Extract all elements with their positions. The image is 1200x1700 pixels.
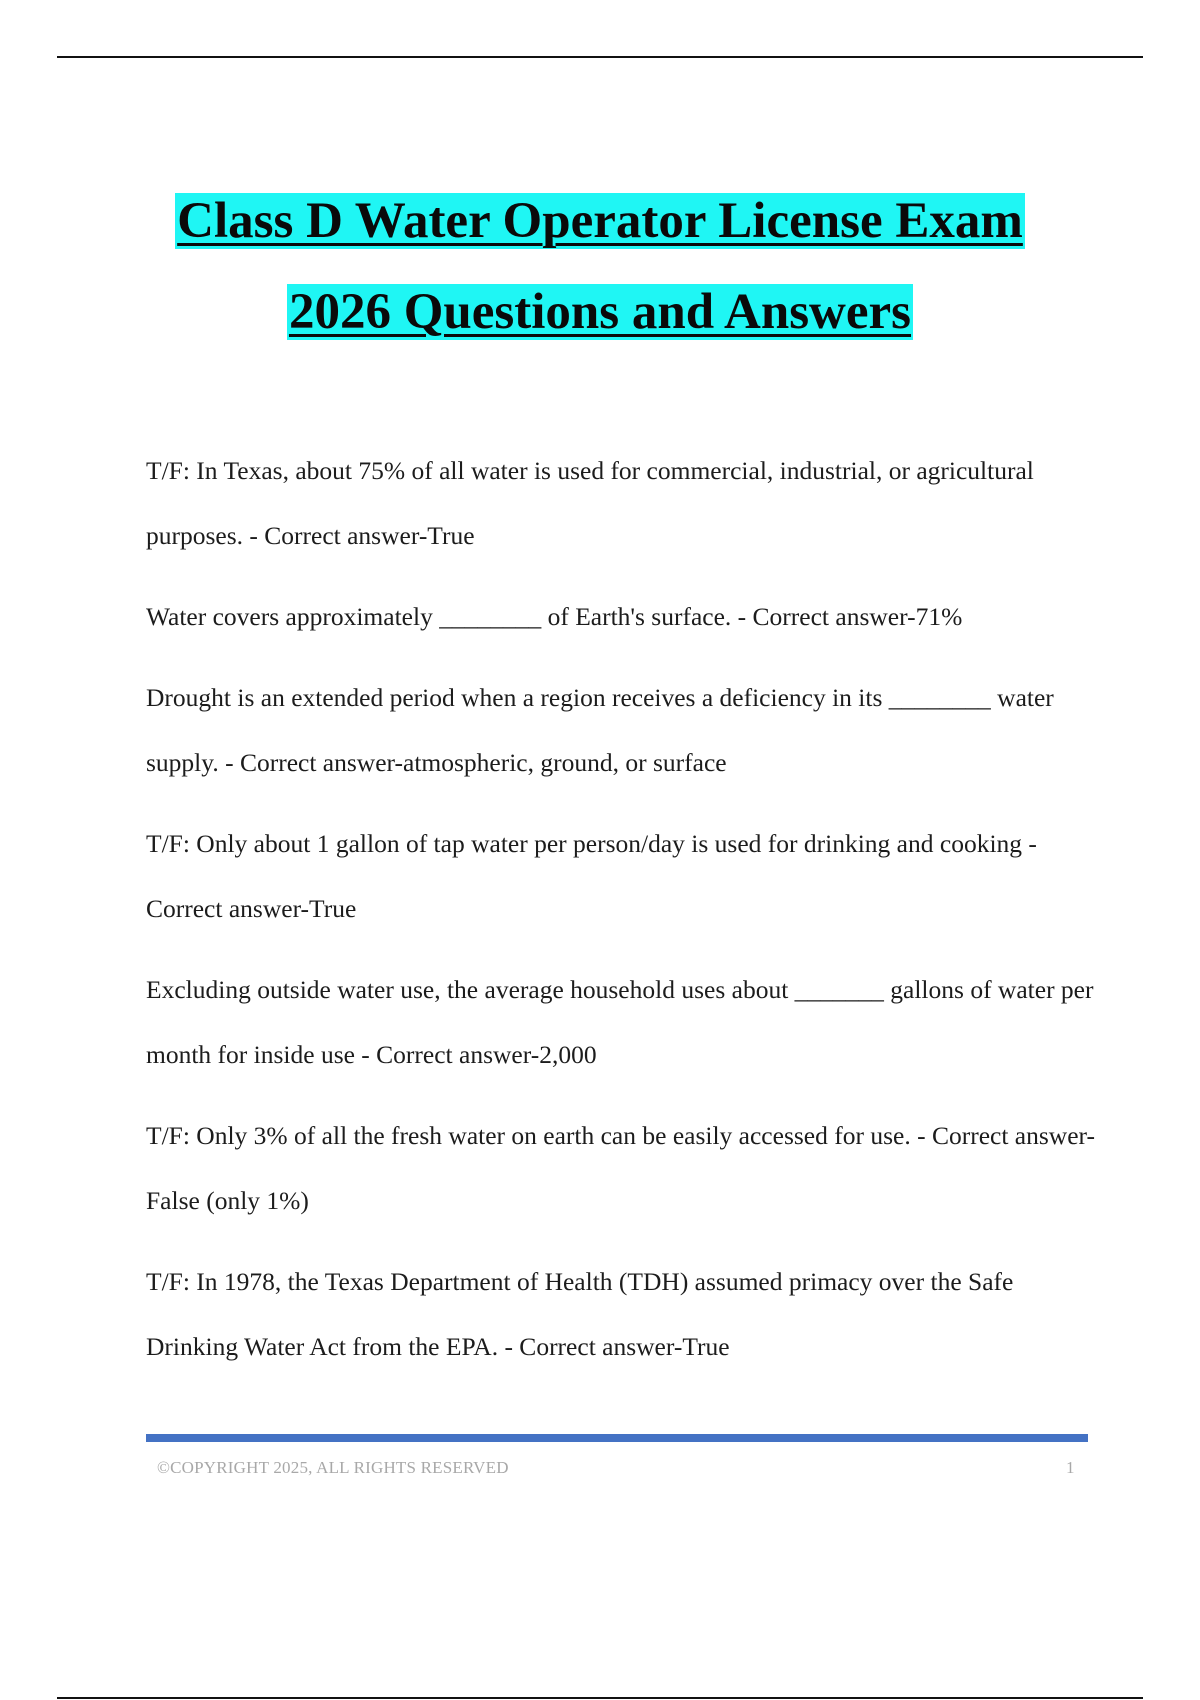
title-line-1 <box>0 176 1200 267</box>
top-rule <box>57 56 1143 58</box>
qa-item: Water covers approximately ________ of Earth's surface. - Correct answer-71% <box>146 602 963 631</box>
title-line-2 <box>0 267 1200 358</box>
qa-item: T/F: Only 3% of all the fresh water on earth can be easily accessed for use. - Correct answer-False (only 1%) <box>146 1121 1095 1215</box>
qa-item: Excluding outside water use, the average household uses about _______ gallons of water per month for inside use - Correct answer-2,000 <box>146 975 1094 1069</box>
footer-divider-bar <box>146 1434 1088 1442</box>
footer-copyright: ©COPYRIGHT 2025, ALL RIGHTS RESERVED <box>157 1458 509 1477</box>
bottom-rule <box>57 1697 1143 1699</box>
qa-item: T/F: Only about 1 gallon of tap water per person/day is used for drinking and cooking - Correct answer-True <box>146 829 1037 923</box>
document-title <box>0 176 1200 358</box>
title-line-2-text: 2026 Questions and Answers <box>288 284 912 340</box>
page-number: 1 <box>1066 1458 1075 1477</box>
qa-list <box>146 438 1096 1395</box>
qa-item: T/F: In 1978, the Texas Department of Health (TDH) assumed primacy over the Safe Drinking Water Act from the EPA. - Correct answer-True <box>146 1267 1014 1361</box>
title-line-1-text: Class D Water Operator License Exam <box>177 193 1023 249</box>
qa-item: Drought is an extended period when a region receives a deficiency in its ________ water supply. - Correct answer-atmospheric, ground, or surface <box>146 683 1054 777</box>
qa-item: T/F: In Texas, about 75% of all water is used for commercial, industrial, or agricultural purposes. - Correct answer-True <box>146 456 1034 550</box>
